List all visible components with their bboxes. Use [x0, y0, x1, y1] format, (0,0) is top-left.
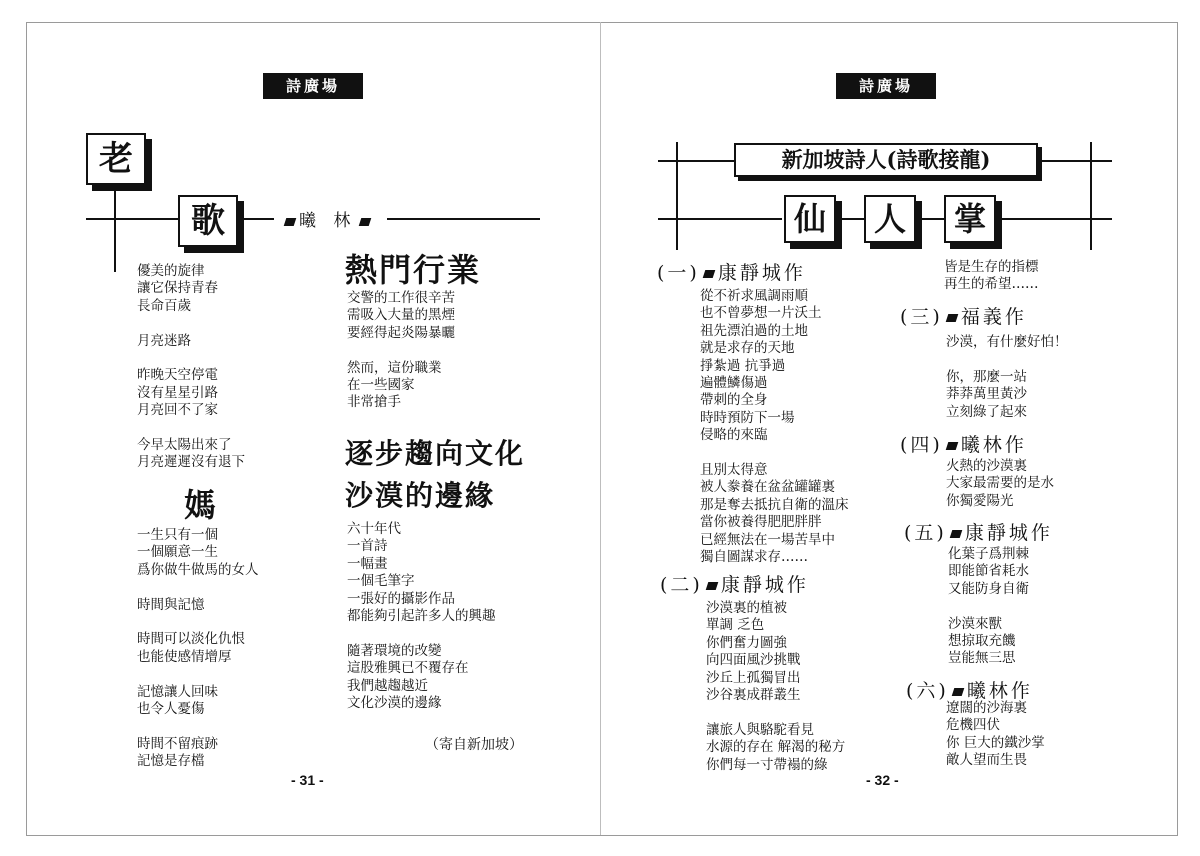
section-3-poem: 沙漠，有什麼好怕！ 你，那麼一站 莽莽萬里黃沙 立刻綠了起來 — [946, 334, 1068, 420]
section-author: 康靜城作 — [964, 522, 1053, 544]
section-author: 曦林作 — [960, 434, 1027, 456]
section-2-poem: 沙漠裏的植被 單調 乏色 你們奮力圖強 向四面風沙挑戰 沙丘上孤獨冒出 沙谷裏成群叢生 讓旅人與駱駝看見 水源的存在 解渴的秘方 你們每一寸帶褟的綠 — [706, 600, 846, 773]
title-box-xian: 仙 — [784, 195, 836, 243]
subtitle-ma: 媽 — [184, 486, 217, 524]
section-number: (一) — [657, 262, 700, 284]
section-5-poem: 化葉子爲荆棘 即能節省耗水 又能防身自衛 沙漠來獸 想掠取充饑 豈能無三思 — [948, 546, 1029, 667]
poem-cultural-desert: 六十年代 一首詩 一幅畫 一個毛筆字 一張好的攝影作品 都能夠引起許多人的興趣 隨著環境的改變 這股雅興已不覆存在 我們越趨越近 文化沙漠的邊緣 — [347, 521, 496, 712]
section-2-continued: 皆是生存的指標 再生的希望…… — [944, 259, 1039, 293]
section-6-title — [906, 676, 1033, 703]
section-number: (二) — [660, 574, 703, 596]
square-bullet-icon — [946, 314, 959, 322]
section-5-title — [904, 518, 1053, 545]
title-vertical-line — [114, 180, 116, 272]
title-box-ge: 歌 — [178, 195, 238, 247]
section-4-poem: 火熱的沙漠裏 大家最需要的是水 你獨愛陽光 — [946, 458, 1054, 509]
square-bullet-icon — [359, 218, 372, 226]
title-row-line-b — [916, 218, 944, 220]
left-header-tag: 詩廣場 — [263, 73, 363, 99]
banner-line-left — [658, 160, 734, 162]
section-author: 康靜城作 — [717, 262, 806, 284]
title-trend-line1: 逐步趨向文化 — [345, 437, 526, 470]
title-box-zhang: 掌 — [944, 195, 996, 243]
title-row-line-left — [658, 218, 782, 220]
title-row-line-right — [994, 218, 1112, 220]
square-bullet-icon — [946, 442, 959, 450]
poem-hot-jobs: 交警的工作很辛苦 需吸入大量的黑煙 要經得起炎陽暴曬 然而，這份職業 在一些國家 非常搶手 — [347, 290, 455, 411]
section-author: 康靜城作 — [720, 574, 809, 596]
square-bullet-icon — [952, 688, 965, 696]
title-box-lao: 老 — [86, 133, 146, 185]
frame-right-line — [1090, 142, 1092, 250]
square-bullet-icon — [706, 582, 719, 590]
section-6-poem: 遼闊的沙海裏 危機四伏 你 巨大的鐵沙掌 敵人望而生畏 — [946, 700, 1045, 769]
banner-line-right — [1040, 160, 1112, 162]
source-note: （寄自新加坡） — [425, 737, 523, 753]
square-bullet-icon — [284, 218, 297, 226]
right-header-tag: 詩廣場 — [836, 73, 936, 99]
left-author-line — [281, 206, 374, 231]
section-3-title — [900, 302, 1027, 329]
title-box-ren: 人 — [864, 195, 916, 243]
square-bullet-icon — [950, 530, 963, 538]
section-number: (三) — [900, 306, 943, 328]
title-hot-jobs: 熱門行業 — [345, 251, 482, 289]
title-line-mid — [240, 218, 274, 220]
section-1-poem: 從不祈求風調雨順 也不曾夢想一片沃土 祖先漂泊過的土地 就是求存的天地 掙紮過 抗爭過 遍體鱗傷過 帶刺的全身 時時預防下一場 侵略的來臨 且別太得意 被人豢養在盆盆罐罐裏 那是奪去抵抗自衛的溫床 當你被養得肥肥胖胖 已經無法在一場苦旱中 獨自圖謀求存…… — [700, 288, 849, 566]
title-line-left — [86, 218, 178, 220]
section-author: 福義作 — [960, 306, 1027, 328]
title-row-line-a — [836, 218, 864, 220]
page-number-32: - 32 - — [866, 772, 899, 788]
banner-title: 新加坡詩人(詩歌接龍) — [734, 143, 1038, 177]
poem-mother: 一生只有一個 一個願意一生 爲你做牛做馬的女人 時間與記憶 時間可以淡化仇恨 也能使感情增厚 記憶讓人回味 也令人憂傷 時間不留痕跡 記憶是存檔 — [137, 527, 259, 770]
section-4-title — [900, 430, 1027, 457]
section-2-title — [660, 570, 809, 597]
poem-old-song: 優美的旋律 讓它保持青春 長命百歲 月亮迷路 昨晚天空停電 沒有星星引路 月亮回不了家 今早太陽出來了 月亮遲遲沒有退下 — [137, 263, 245, 471]
section-number: (六) — [906, 680, 949, 702]
section-1-title — [657, 258, 806, 285]
section-number: (五) — [904, 522, 947, 544]
page-number-31: - 31 - — [291, 772, 324, 788]
left-author: 曦 林 — [299, 211, 357, 231]
frame-left-line — [676, 142, 678, 250]
section-author: 曦林作 — [966, 680, 1033, 702]
title-line-right — [387, 218, 540, 220]
page-gutter — [600, 22, 601, 835]
square-bullet-icon — [703, 270, 716, 278]
title-trend-line2: 沙漠的邊緣 — [345, 479, 496, 512]
section-number: (四) — [900, 434, 943, 456]
